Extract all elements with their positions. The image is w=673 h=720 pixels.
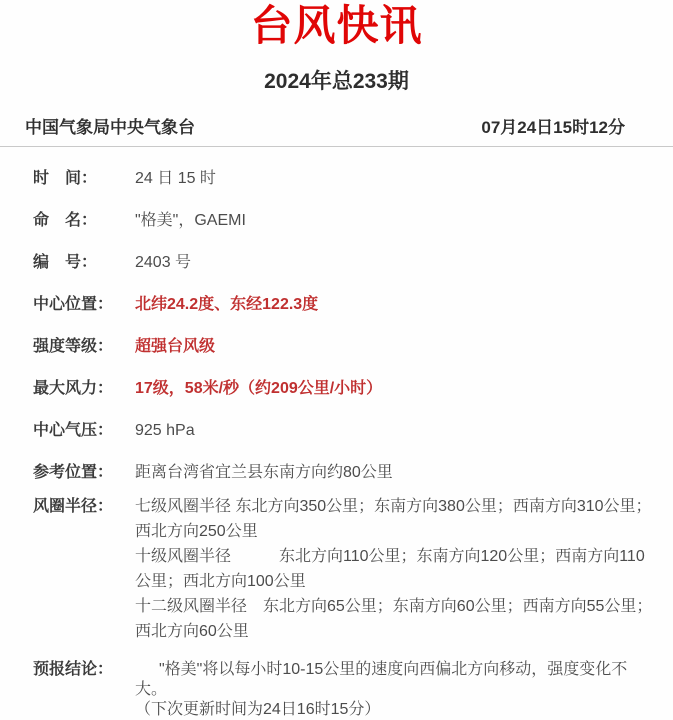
field-value: 17级，58米/秒（约209公里/小时） — [135, 380, 383, 397]
field-row-center-position — [33, 296, 653, 313]
issue-datetime: 07月24日15时12分 — [481, 118, 625, 137]
field-label: 编 号： — [33, 254, 98, 271]
wind-line-level12: 十二级风圈半径 东北方向65公里；东南方向60公里；西南方向55公里；西北方向60公里 — [135, 598, 653, 640]
forecast-conclusion: "格美"将以每小时10-15公里的速度向西偏北方向移动，强度变化不大。 — [135, 661, 628, 698]
field-label: 最大风力： — [33, 380, 114, 397]
field-label: 风圈半径： — [33, 498, 114, 515]
bulletin-fields — [0, 147, 673, 720]
field-row-wind-circle — [33, 494, 653, 644]
field-row-forecast — [33, 660, 653, 720]
field-label: 时 间： — [33, 170, 98, 187]
issue-number: 2024年总233期 — [264, 70, 409, 93]
field-row-center-pressure — [33, 422, 653, 439]
field-row-intensity — [33, 338, 653, 355]
next-update-note: （下次更新时间为24日16时15分） — [135, 701, 381, 718]
field-value: 北纬24.2度、东经122.3度 — [135, 296, 319, 313]
field-value: 2403 号 — [135, 254, 192, 271]
field-label: 命 名： — [33, 212, 98, 229]
field-row-name — [33, 212, 653, 229]
field-value: 24 日 15 时 — [135, 170, 216, 187]
field-label: 中心气压： — [33, 422, 114, 439]
field-label: 预报结论： — [33, 661, 114, 678]
source-row — [0, 113, 673, 147]
forecast-body — [135, 660, 653, 720]
wind-line-level7: 七级风圈半径 东北方向350公里；东南方向380公里；西南方向310公里；西北方向250公里 — [135, 498, 652, 540]
field-label: 参考位置： — [33, 464, 114, 481]
field-row-number — [33, 254, 653, 271]
page-title: 台风快讯 — [250, 2, 423, 49]
field-row-max-wind — [33, 380, 653, 397]
field-value: 距离台湾省宜兰县东南方向约80公里 — [135, 464, 393, 481]
wind-line-level10: 十级风圈半径 东北方向110公里；东南方向120公里；西南方向110公里；西北方向100公里 — [135, 548, 645, 590]
field-label: 中心位置： — [33, 296, 114, 313]
field-row-time — [33, 170, 653, 187]
field-value: "格美"，GAEMI — [135, 212, 246, 229]
agency-name: 中国气象局中央气象台 — [25, 118, 195, 137]
field-value: 超强台风级 — [135, 338, 216, 355]
wind-circle-radii — [135, 494, 653, 644]
field-label: 强度等级： — [33, 338, 114, 355]
field-row-reference-position — [33, 464, 653, 481]
field-value: 925 hPa — [135, 422, 195, 439]
